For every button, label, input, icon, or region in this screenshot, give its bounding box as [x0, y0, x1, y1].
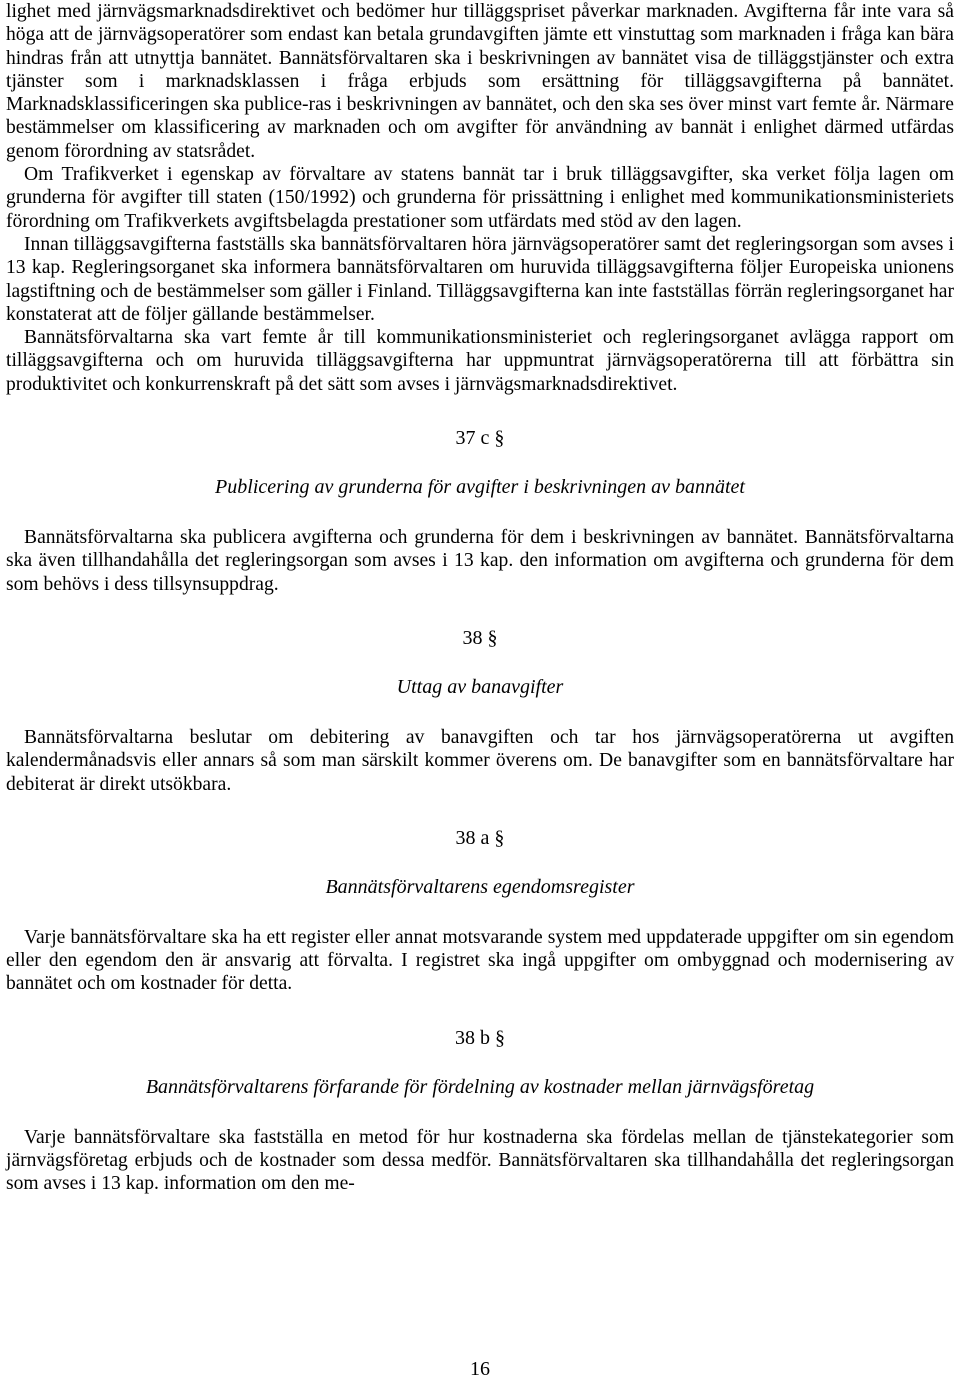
- section-text: Varje bannätsförvaltare ska fastställa en metod för hur kostnaderna ska fördelas mellan de tjänstekategorier som järnvägsföretag erbjuds och de kostnader som dessa medför. Bannätsförvaltaren ska tillhandahålla det regleringsorgan som avses i 13 kap. information om den me-: [6, 1126, 954, 1195]
- section-number: 38 b §: [455, 1026, 505, 1049]
- section-text: Varje bannätsförvaltare ska ha ett register eller annat motsvarande system med uppdaterade uppgifter om sin egendom eller den egendom den är ansvarig att förvalta. I registret ska ingå uppgifter om ombyggnad och modernisering av bannätet och om kostnader för detta.: [6, 926, 954, 995]
- section-title: Publicering av grunderna för avgifter i beskrivningen av bannätet: [215, 476, 745, 499]
- section-37c: [6, 426, 954, 596]
- section-38b: [6, 1026, 954, 1196]
- page-number: 16: [470, 1358, 490, 1380]
- section-text: Bannätsförvaltarna ska publicera avgifterna och grunderna för dem i beskrivningen av bannätet. Bannätsförvaltarna ska även tillhandahålla det regleringsorgan som avses i 13 kap. den information om avgifterna och grunderna för dem som behövs i dess tillsynsuppdrag.: [6, 527, 954, 595]
- section-title: Bannätsförvaltarens förfarande för fördelning av kostnader mellan järnvägsföretag: [145, 1075, 815, 1098]
- section-number: 37 c §: [455, 427, 505, 450]
- paragraph-trafikverket: Om Trafikverket i egenskap av förvaltare av statens bannät tar i bruk tilläggsavgifter, ska verket följa lagen om grunderna för avgifter till staten (150/1992) och grunderna för prissättning i enlighet med kommunikationsministeriets förordning om Trafikverkets avgiftsbelagda prestationer som utfärdats med stöd av den lagen.: [6, 164, 954, 232]
- section-38a: [6, 826, 954, 996]
- section-title: Uttag av banavgifter: [396, 675, 564, 698]
- section-38: [6, 626, 954, 796]
- paragraph-market-classification: lighet med järnvägsmarknadsdirektivet och bedömer hur tilläggspriset påverkar marknaden. Avgifterna får inte vara så höga att de järnvägsoperatörer som endast kan betala grundavgiften jämte ett vinstuttag som marknaden i fråga kan bära hindras från att utnyttja bannätet. Bannätsförvaltaren ska i beskrivningen av bannätet visa de tilläggstjänster och extra tjänster som i marknadsklassen i fråga erbjuds som ersättning för tilläggsavgifterna på bannätet. Marknadsklassificeringen ska publice-ras i beskrivningen av bannätet, och den ska ses över minst vart femte år. Närmare bestämmelser om klassificering av marknaden och om avgifter för användning av bannät i enlighet därmed utfärdas genom förordning av statsrådet.: [6, 1, 954, 162]
- section-title: Bannätsförvaltarens egendomsregister: [325, 875, 635, 898]
- document-page: [6, 0, 954, 1196]
- section-text: Bannätsförvaltarna beslutar om debitering av banavgiften och tar hos järnvägsoperatörerna ut avgiften kalendermånadsvis eller annars så som man särskilt kommer överens om. De banavgifter som en bannätsförvaltare har debiterat är direkt utsökbara.: [6, 726, 954, 795]
- section-number: 38 a §: [455, 826, 505, 849]
- section-number: 38 §: [462, 626, 498, 649]
- paragraph-consultation: Innan tilläggsavgifterna fastställs ska bannätsförvaltaren höra järnvägsoperatörer samt det regleringsorgan som avses i 13 kap. Regleringsorganet ska informera bannätsförvaltaren om huruvida tilläggsavgifterna följer Europeiska unionens lagstiftning och de bestämmelser som gäller i Finland. Tilläggsavgifterna kan inte fastställas förrän regleringsorganet har konstaterat att de följer gällande bestämmelser.: [6, 233, 954, 325]
- paragraph-reporting: Bannätsförvaltarna ska vart femte år till kommunikationsministeriet och regleringsorganet avlägga rapport om tilläggsavgifterna och om huruvida tilläggsavgifterna har uppmuntrat järnvägsoperatörerna till att förbättra sin produktivitet och konkurrenskraft på det sätt som avses i järnvägsmarknadsdirektivet.: [6, 327, 954, 395]
